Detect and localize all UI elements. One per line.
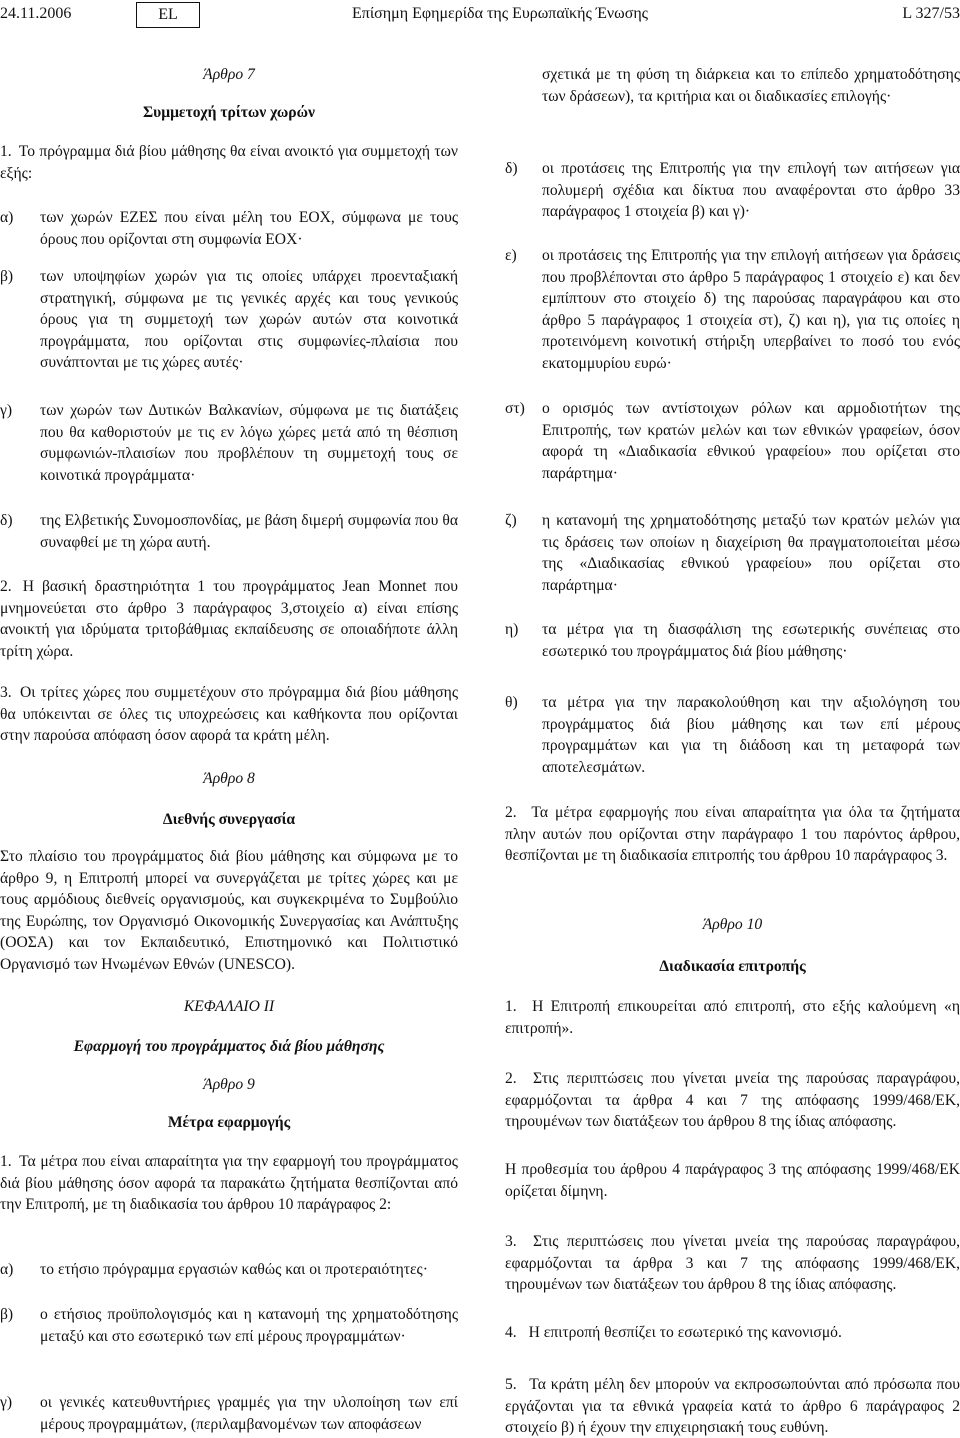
item-text: των χωρών ΕΖΕΣ που είναι μέλη του ΕΟΧ, σύμφωνα με τους όρους που ορίζονται στη συμφωνία ΕΟΧ·: [40, 209, 458, 248]
item-label: ε): [505, 247, 517, 264]
paragraph-text: Η βασική δραστηριότητα 1 του προγράμματος Jean Monnet που μνημονεύεται στο άρθρο 3 παράγραφος 3,στοιχείο α) είναι επίσης ανοικτή για ιδρύματα τριτοβάθμιας εκπαίδευσης σε οποιαδήποτε άλλη τρίτη χώρα.: [0, 578, 458, 660]
paragraph-number: 2.: [505, 1070, 517, 1087]
list-item-continuation: [505, 64, 960, 107]
paragraph-text: Τα μέτρα που είναι απαραίτητα για την εφαρμογή του προγράμματος διά βίου μάθησης όσον αφορά τα παρακάτω ζητήματα θεσπίζονται από την Επιτροπή, με τη διαδικασία του άρθρου 10 παράγραφος 2:: [0, 1153, 458, 1213]
list-item: [0, 266, 458, 374]
list-item: [0, 1392, 458, 1435]
list-item: [505, 158, 960, 223]
numbered-paragraph: [505, 996, 960, 1039]
paragraph-text: Οι τρίτες χώρες που συμμετέχουν στο πρόγραμμα διά βίου μάθησης θα υπόκεινται σε όλες τις υποχρεώσεις και καθήκοντα που ορίζονται στην παρούσα απόφαση όσον αφορά τα κράτη μέλη.: [0, 684, 458, 744]
numbered-paragraph: [505, 1374, 960, 1438]
item-text: οι προτάσεις της Επιτροπής για την επιλογή αιτήσεων για δράσεις που προβλέπονται στο άρθρο 5 παράγραφος 1 στοιχείο ε) και δεν εμπίπτουν στο στοιχείο δ) της παρούσας παραγράφου και στο άρθρο 5 παράγραφος 1 στοιχεία στ), ζ) και η), για τις οποίες η προτεινόμενη κοινοτική στήριξη υπερβαίνει το ποσό του ενός εκατομμυρίου ευρώ·: [542, 247, 960, 372]
item-text: οι προτάσεις της Επιτροπής για την επιλογή των αιτήσεων για πολυμερή σχέδια και δίκτυα που αναφέρονται στο άρθρο 33 παράγραφος 1 στοιχεία β) και γ)·: [542, 160, 960, 220]
item-label: δ): [505, 160, 518, 177]
article-9-title: Μέτρα εφαρμογής: [167, 1114, 291, 1131]
item-text: τα μέτρα για την παρακολούθηση και την αξιολόγηση του προγράμματος διά βίου μάθησης και των επί μέρους προγραμμάτων και για τη διάδοση και τη μεταφορά των αποτελεσμάτων.: [542, 694, 960, 776]
article-7-title: Συμμετοχή τρίτων χωρών: [142, 104, 316, 121]
list-item: [0, 510, 458, 553]
list-item: [505, 510, 960, 596]
item-label: γ): [0, 1394, 13, 1411]
paragraph-number: 1.: [0, 1153, 12, 1170]
paragraph-text: Τα μέτρα εφαρμογής που είναι απαραίτητα για όλα τα ζητήματα πλην αυτών που ορίζονται στην παράγραφο 1 του παρόντος άρθρου, θεσπίζονται με τη διαδικασία επιτροπής του άρθρου 10 παράγραφος 3.: [505, 804, 960, 864]
item-label: α): [0, 209, 14, 226]
item-label: στ): [505, 400, 525, 417]
numbered-paragraph: [505, 1322, 960, 1344]
journal-title: Επίσημη Εφημερίδα της Ευρωπαϊκής Ένωσης: [351, 5, 649, 22]
paragraph-number: 2.: [505, 804, 517, 821]
item-text: ο ετήσιος προϋπολογισμός και η κατανομή της χρηματοδότησης μεταξύ και στο εσωτερικό των επί μέρους προγραμμάτων·: [40, 1306, 458, 1345]
paragraph: Η προθεσμία του άρθρου 4 παράγραφος 3 της απόφασης 1999/468/ΕΚ ορίζεται δίμηνη.: [505, 1161, 960, 1200]
paragraph-number: 1.: [0, 143, 12, 160]
item-text: των υποψηφίων χωρών για τις οποίες υπάρχει προενταξιακή στρατηγική, σύμφωνα με τις γενικές αρχές και τους γενικούς όρους για τη συμμετοχή των χωρών αυτών στα κοινοτικά προγράμματα, που ορίζονται στις συμφωνίες-πλαίσια που συνάπτονται με τις χώρες αυτές·: [40, 268, 458, 371]
article-7-label: Άρθρο 7: [203, 66, 255, 83]
chapter-title: Εφαρμογή του προγράμματος διά βίου μάθησης: [73, 1038, 385, 1055]
paragraph-text: Η Επιτροπή επικουρείται από επιτροπή, στο εξής καλούμενη «η επιτροπή».: [505, 998, 960, 1037]
article-10-title: Διαδικασία επιτροπής: [659, 958, 806, 975]
language-badge: EL: [136, 2, 200, 28]
item-label: β): [0, 1306, 14, 1323]
paragraph-number: 4.: [505, 1324, 517, 1341]
paragraph-number: 3.: [0, 684, 12, 701]
numbered-paragraph: [505, 802, 960, 867]
list-item: [0, 1259, 458, 1281]
item-text: η κατανομή της χρηματοδότησης μεταξύ των κρατών μελών για τις δράσεις των οποίων η διαχείριση θα πραγματοποιείται μέσω της «Διαδικασίας εθνικού γραφείου» που ορίζεται στο παράρτημα·: [542, 512, 960, 594]
article-10-label: Άρθρο 10: [702, 916, 763, 933]
list-item: [0, 207, 458, 250]
article-9-label: Άρθρο 9: [203, 1076, 255, 1093]
paragraph-text: Τα κράτη μέλη δεν μπορούν να εκπροσωπούνται από πρόσωπα που εργάζονται για τα εθνικά γραφεία κατά το άρθρο 6 παράγραφος 2 στοιχείο β) ή έχουν την επιχειρησιακή τους ευθύνη.: [505, 1376, 960, 1436]
list-item: [505, 398, 960, 484]
list-item: [505, 692, 960, 778]
item-label: η): [505, 621, 519, 638]
paragraph-text: Στις περιπτώσεις που γίνεται μνεία της παρούσας παραγράφου, εφαρμόζονται τα άρθρα 4 και 7 της απόφασης 1999/468/ΕΚ, τηρουμένων των διατάξεων του άρθρου 8 της ίδιας απόφασης.: [505, 1070, 960, 1130]
paragraph-number: 1.: [505, 998, 517, 1015]
list-item: [505, 619, 960, 662]
paragraph-text: Η επιτροπή θεσπίζει το εσωτερικό της κανονισμό.: [528, 1324, 842, 1341]
item-label: θ): [505, 694, 518, 711]
page-reference: L 327/53: [902, 5, 960, 22]
item-label: β): [0, 268, 14, 285]
item-label: γ): [0, 402, 13, 419]
numbered-paragraph: [0, 1151, 458, 1216]
item-text: ο ορισμός των αντίστοιχων ρόλων και αρμοδιοτήτων της Επιτροπής, των κρατών μελών και των εθνικών γραφείων, όσον αφορά τη «Διαδικασία εθνικού γραφείου» που ορίζεται στο παράρτημα·: [542, 400, 960, 482]
paragraph-number: 2.: [0, 578, 12, 595]
header-date: 24.11.2006: [0, 5, 72, 22]
item-text: το ετήσιο πρόγραμμα εργασιών καθώς και οι προτεραιότητες·: [40, 1261, 428, 1278]
item-text: της Ελβετικής Συνομοσπονδίας, με βάση διμερή συμφωνία που θα συναφθεί με τη χώρα αυτή.: [40, 512, 458, 551]
paragraph-text: Στις περιπτώσεις που γίνεται μνεία της παρούσας παραγράφου, εφαρμόζονται τα άρθρα 3 και 7 της απόφασης 1999/468/ΕΚ, τηρουμένων των διατάξεων του άρθρου 8 της ίδιας απόφασης.: [505, 1233, 960, 1293]
item-text: τα μέτρα για τη διασφάλιση της εσωτερικής συνέπειας στο εσωτερικό του προγράμματος διά βίου μάθησης·: [542, 621, 960, 660]
paragraph-number: 5.: [505, 1376, 517, 1393]
paragraph-text: Το πρόγραμμα διά βίου μάθησης θα είναι ανοικτό για συμμετοχή των εξής:: [0, 143, 458, 182]
chapter-label: ΚΕΦΑΛΑΙΟ II: [183, 998, 275, 1015]
item-text: των χωρών των Δυτικών Βαλκανίων, σύμφωνα με τις διατάξεις που θα καθοριστούν με τις εν λόγω χώρες μετά από τη θέσπιση συμφωνιών-πλαισίων που προβλέπουν τη συμμετοχή τους σε κοινοτικά προγράμματα·: [40, 402, 458, 484]
item-label: ζ): [505, 512, 517, 529]
list-item: [0, 1304, 458, 1347]
list-item: [505, 245, 960, 374]
item-label: δ): [0, 512, 13, 529]
numbered-paragraph: [505, 1068, 960, 1133]
numbered-paragraph: [0, 141, 458, 184]
item-label: α): [0, 1261, 14, 1278]
article-8-title: Διεθνής συνεργασία: [162, 811, 296, 828]
numbered-paragraph: [0, 682, 458, 747]
list-item: [0, 400, 458, 486]
numbered-paragraph: [0, 576, 458, 662]
paragraph: Στο πλαίσιο του προγράμματος διά βίου μάθησης και σύμφωνα με το άρθρο 9, η Επιτροπή μπορεί να συνεργάζεται με τρίτες χώρες και με τους αρμόδιους διεθνείς οργανισμούς, και συγκεκριμένα το Συμβούλιο της Ευρώπης, τον Οργανισμό Οικονομικής Συνεργασίας και Ανάπτυξης (ΟΟΣΑ) και τον Εκπαιδευτικό, Επιστημονικό και Πολιτιστικό Οργανισμό των Ηνωμένων Εθνών (UNESCO).: [0, 848, 458, 973]
numbered-paragraph: [505, 1231, 960, 1296]
article-8-label: Άρθρο 8: [203, 770, 255, 787]
paragraph-number: 3.: [505, 1233, 517, 1250]
item-text: σχετικά με τη φύση τη διάρκεια και το επίπεδο χρηματοδότησης των δράσεων), τα κριτήρια και οι διαδικασίες επιλογής·: [542, 66, 960, 105]
item-text: οι γενικές κατευθυντήριες γραμμές για την υλοποίηση των επί μέρους προγραμμάτων, (περιλαμβανομένων των αποφάσεων: [40, 1394, 458, 1433]
